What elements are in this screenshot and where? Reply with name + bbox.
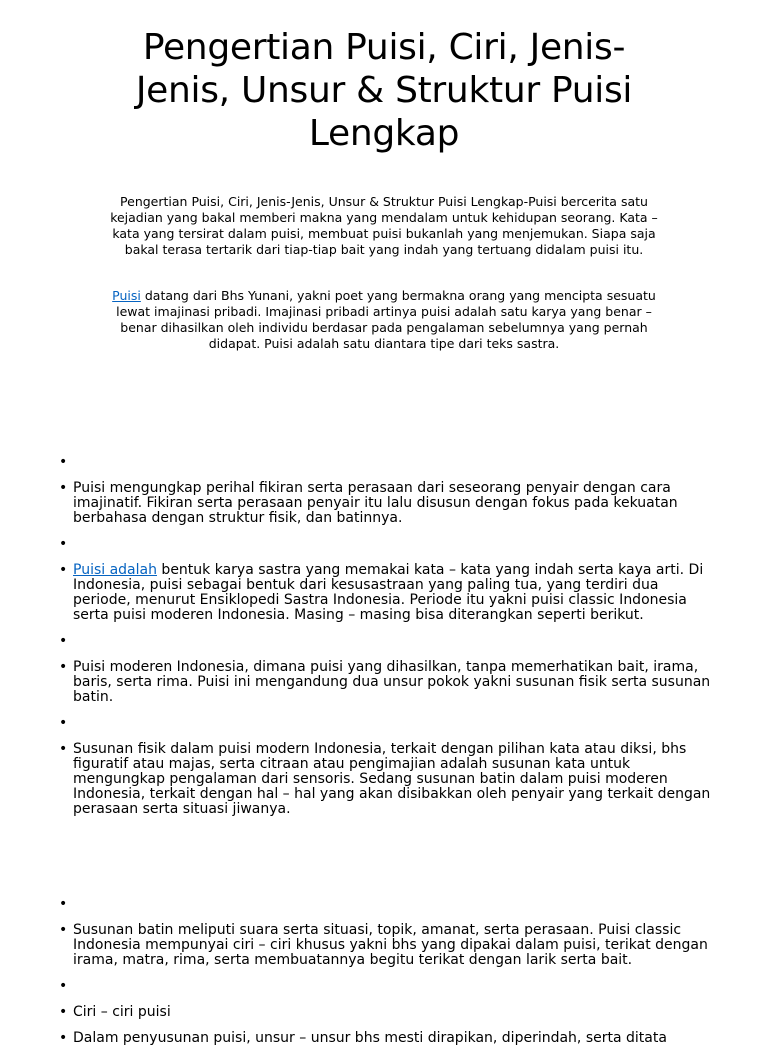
list-item: [0, 979, 768, 994]
list-item: [0, 455, 768, 470]
intro-paragraph: Pengertian Puisi, Ciri, Jenis-Jenis, Unsur & Struktur Puisi Lengkap-Puisi bercerita satu kejadian yang bakal memberi makna yang mendalam untuk kehidupan seorang. Kata – kata yang tersirat dalam puisi, membuat puisi bukanlah yang menjemukan. Siapa saja bakal terasa tertarik dari tiap-tiap bait yang indah yang tertuang didalam puisi itu.: [110, 194, 658, 257]
list-item: • Ciri – ciri puisi: [0, 1005, 768, 1020]
list-item: • Puisi moderen Indonesia, dimana puisi yang dihasilkan, tanpa memerhatikan bait, irama, baris, serta rima. Puisi ini mengandung dua unsur pokok yakni susunan fisik serta susunan batin.: [0, 660, 768, 705]
list-item: • Susunan fisik dalam puisi modern Indonesia, terkait dengan pilihan kata atau diksi, bhs figuratif atau majas, serta citraan atau pengimajian adalah susunan kata untuk mengungkap pengalaman dari sensoris. Sedang susunan batin dalam puisi moderen Indonesia, terkait dengan hal – hal yang akan disibakkan oleh penyair yang terkait dengan perasaan serta situasi jiwanya.: [0, 742, 768, 817]
list-item: • Susunan batin meliputi suara serta situasi, topik, amanat, serta perasaan. Puisi classic Indonesia mempunyai ciri – ciri khusus yakni bhs yang dipakai dalam puisi, terikat dengan irama, matra, rima, serta membuatannya begitu terikat dengan larik serta bait.: [0, 923, 768, 968]
page-title: Pengertian Puisi, Ciri, Jenis-Jenis, Unsur & Struktur Puisi Lengkap: [135, 27, 633, 154]
list-item: [0, 897, 768, 912]
list-item: • Puisi mengungkap perihal fikiran serta perasaan dari seseorang penyair dengan cara imajinatif. Fikiran serta perasaan penyair itu lalu disusun dengan fokus pada kekuatan berbahasa dengan struktur fisik, dan batinnya.: [0, 481, 768, 526]
list-item: • Dalam penyusunan puisi, unsur – unsur bhs mesti dirapikan, diperindah, serta ditata: [0, 1031, 768, 1046]
intro-paragraph-2-text: datang dari Bhs Yunani, yakni poet yang bermakna orang yang mencipta sesuatu lewat imajinasi pribadi. Imajinasi pribadi artinya puisi adalah satu karya yang benar – benar dihasilkan oleh individu berdasar pada pengalaman sebelumnya yang pernah didapat. Puisi adalah satu diantara tipe dari teks sastra.: [116, 288, 656, 351]
list-item: [0, 537, 768, 552]
list-item: [0, 716, 768, 731]
list-item-text: bentuk karya sastra yang memakai kata – kata yang indah serta kaya arti. Di Indonesia, puisi sebagai bentuk dari kesusastraan yang paling tua, yang terdiri dua periode, menurut Ensiklopedi Sastra Indonesia. Periode itu yakni puisi classic Indonesia serta puisi moderen Indonesia. Masing – masing bisa diterangkan seperti berikut.: [73, 562, 704, 623]
puisi-link[interactable]: Puisi: [112, 288, 141, 303]
list-item: [0, 634, 768, 649]
bullet-list: [0, 455, 768, 1057]
puisi-adalah-link[interactable]: Puisi adalah: [73, 562, 157, 578]
intro-paragraph-2: [98, 288, 670, 352]
list-item: [0, 563, 768, 623]
